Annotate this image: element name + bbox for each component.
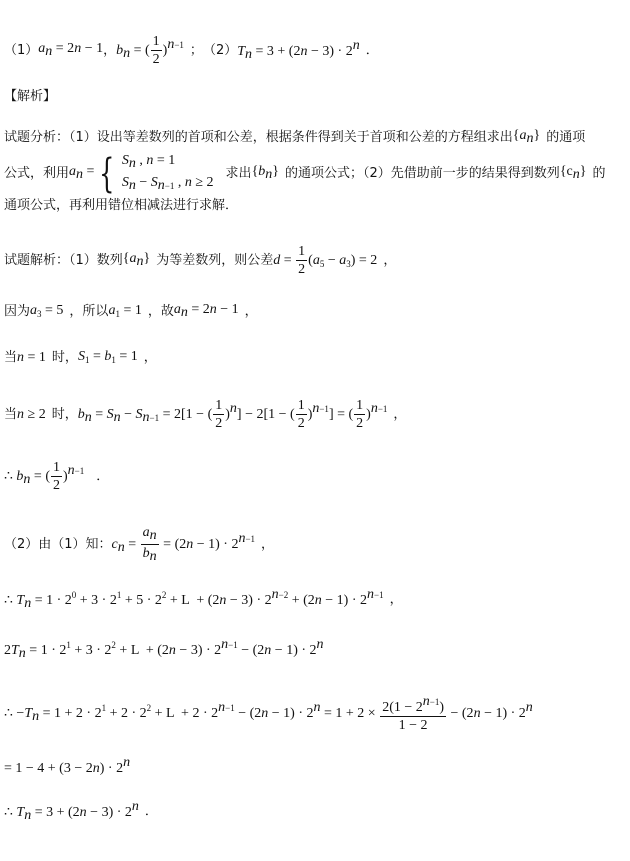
analysis-line2: 公式，利用 $a_n$ = { $S_n$ , n = 1 $S_n - S_{n-1}$ , n ≥ 2 求出 $\{b_n\}$ 的通项公式；（2）先借助前一步的结果得到数列 $\{c_n\}$ 的 bbox=[4, 150, 606, 197]
answer-tn-formula: $T_n = 3 + (2n - 3) \cdot 2^n$ bbox=[237, 38, 360, 63]
solution-line6: （2）由（1）知： $c_n$ = $\frac{a_n}{b_n}$ = $(2n - 1) \cdot 2^{n-1}$ ， bbox=[4, 525, 275, 565]
solution-line11: ∴ $T_n = 3 + (2n - 3) \cdot 2^n$ ． bbox=[4, 799, 158, 823]
seq-bn-set: $\{b_n\}$ bbox=[251, 164, 280, 183]
two-tn-formula: $2T_n = 1 \cdot 2^1 + 3 \cdot 2^2 + L + (2n - 3) \cdot 2^{n-1} - (2n - 1) \cdot 2^n$ bbox=[4, 637, 324, 661]
answer-bn-formula: $b_n$ = ( $\frac{1}{2}$ )$^{n-1}$ bbox=[116, 34, 184, 68]
bn-derivation-formula: $b_n = S_n - S_{n-1} = 2[1$ − ( $\frac{1}{2}$ )$^n$] − 2[1 − ( $\frac{1}{2}$ )$^{n-1}$] = ( $\frac{1}{2}$ )$^{n-1}$ bbox=[77, 398, 388, 432]
tn-result-formula: ∴ $T_n = 3 + (2n - 3) \cdot 2^n$ bbox=[4, 799, 139, 823]
solution-line3: 当 n = 1 时， $S_1 = b_1 = 1$ ， bbox=[4, 349, 157, 365]
bn-result-formula: ∴ $b_n$ = ( $\frac{1}{2}$ )$^{n-1}$ bbox=[4, 460, 85, 494]
analysis-line1: 试题分析：（1）设出等差数列的首项和公差，根据条件得到关于首项和公差的方程组求出 $\{a_n\}$ 的通项 bbox=[4, 128, 586, 146]
answer-part2-label: （2） bbox=[202, 43, 238, 59]
solution-line2: 因为 $a_3 = 5$ ，所以 $a_1 = 1$ ，故 $a_n = 2n - 1$ ， bbox=[4, 302, 258, 320]
solution-line4: 当 n ≥ 2 时， $b_n = S_n - S_{n-1} = 2[1$ − ( $\frac{1}{2}$ )$^n$] − 2[1 − ( $\frac{1}{2}$ )$^{n-1}$] = ( $\frac{1}{2}$ )$^{n-1}$ ， bbox=[4, 398, 407, 432]
analysis-line3: 通项公式，再利用错位相减法进行求解． bbox=[4, 198, 239, 213]
solution-line7: ∴ $T_n = 1 \cdot 2^0 + 3 \cdot 2^1 + 5 \cdot 2^2 + L + (2n - 3) \cdot 2^{n-2} + (2n - 1) \cdot 2^{n-1}$ ， bbox=[4, 587, 403, 611]
solution-line8 bbox=[4, 638, 324, 661]
answer-part1-label: （1） bbox=[4, 43, 39, 59]
simplified-formula: = $1 - 4 + (3 - 2n) \cdot 2^n$ bbox=[4, 755, 131, 776]
section-title: 【解析】 bbox=[4, 89, 57, 104]
tn-sum-formula: ∴ $T_n = 1 \cdot 2^0 + 3 \cdot 2^1 + 5 \cdot 2^2 + L + (2n - 3) \cdot 2^{n-2} + (2n - 1) \cdot 2^{n-1}$ bbox=[4, 587, 384, 611]
answer-an-formula: $a_n = 2n - 1$ bbox=[38, 41, 104, 60]
solution-line1: 试题解析：（1）数列 $\{a_n\}$ 为等差数列，则公差 d = $\frac{1}{2}$ $(a_5 - a_3) = 2$ ， bbox=[4, 244, 397, 278]
answer-line: （1） $a_n = 2n - 1$ ， $b_n$ = ( $\frac{1}{2}$ )$^{n-1}$ ； （2） $T_n = 3 + (2n - 3) \cdot 2^n$ ． bbox=[4, 34, 379, 68]
solution-line5: ∴ $b_n$ = ( $\frac{1}{2}$ )$^{n-1}$ ． bbox=[4, 460, 110, 494]
an-cases-formula: $a_n$ = bbox=[69, 164, 95, 183]
solution-line10 bbox=[4, 756, 130, 776]
seq-an-set: $\{a_n\}$ bbox=[512, 128, 541, 146]
solution-line9 bbox=[4, 694, 533, 734]
seq-cn-set: $\{c_n\}$ bbox=[559, 164, 587, 183]
cn-formula: $c_n$ = $\frac{a_n}{b_n}$ = $(2n - 1) \cdot 2^{n-1}$ bbox=[111, 525, 256, 565]
cases-block: $S_n$ , n = 1 $S_n - S_{n-1}$ , n ≥ 2 bbox=[121, 153, 214, 193]
left-brace: { bbox=[99, 150, 115, 197]
subtraction-formula: ∴ $-T_n = 1 + 2 \cdot 2^1 + 2 \cdot 2^2 + L + 2 \cdot 2^{n-1} - (2n - 1) \cdot 2^n = 1 + 2$ × $\frac{2(1 - 2^{n-1})}{1 - 2}$ − $(2n - 1) \cdot 2^n$ bbox=[4, 694, 533, 734]
common-difference-formula: d = $\frac{1}{2}$ $(a_5 - a_3) = 2$ bbox=[273, 244, 378, 278]
